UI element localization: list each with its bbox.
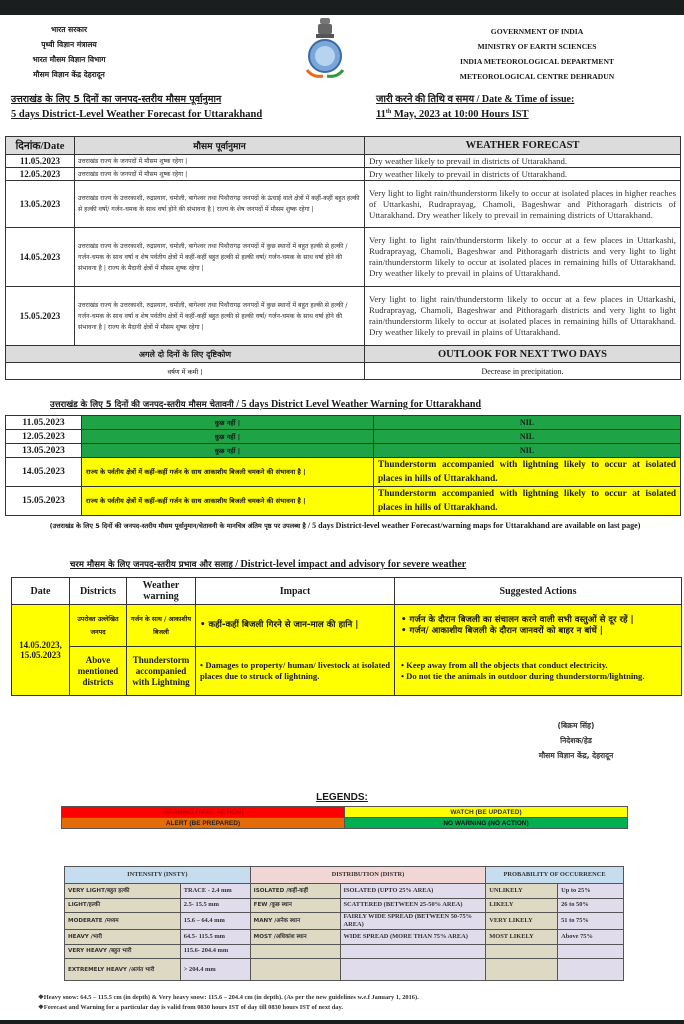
table-row	[6, 228, 681, 287]
impact-districts: Above mentioned districts	[70, 647, 127, 696]
header-line: भारत सरकार	[50, 25, 88, 34]
warning-row	[6, 458, 681, 487]
intensity-label: EXTREMELY HEAVY /अत्यंत भारी	[65, 959, 181, 981]
impact-title	[70, 559, 466, 570]
intensity-label: LIGHT/हल्की	[65, 898, 181, 913]
issue-rest: May, 2023 at 10:00 Hours IST	[391, 109, 529, 120]
warning-hindi: राज्य के पर्वतीय क्षेत्रों में कहीं-कहीं गर्जन के साथ आकाशीय बिजली चमकने की संभावना है |	[82, 487, 374, 516]
header-line: पृथ्वी विज्ञान मंत्रालय	[41, 40, 97, 49]
legend-table	[61, 806, 628, 829]
row-date: 12.05.2023	[6, 168, 75, 181]
row-date: 13.05.2023	[6, 181, 75, 228]
reference-row	[65, 913, 624, 930]
reference-row	[65, 930, 624, 945]
header-line: GOVERNMENT OF INDIA	[490, 27, 584, 36]
footnote: ❖Heavy snow: 64.5 – 115.5 cm (in depth) & Very heavy snow: 115.6 – 204.4 cm (in depth). (As per the new guidelines w.e.f January 1, 2016).	[38, 994, 419, 1001]
warning-date: 14.05.2023	[6, 458, 82, 487]
row-english: Very light to light rain/thunderstorm likely to occur at a few places in Uttarkashi, Rudraprayag, Chamoli, Bageshwar and Pithoragarh districts and very light to light rain/thunderstorm likely to occur at isolated places in remaining hills of Uttarakhand. Dry weather likely to prevail in plains of Uttarakhand.	[365, 287, 681, 346]
action-text: गर्जन के दौरान बिजली का संचालन करने वाली सभी वस्तुओं से दूर रहें |	[409, 614, 634, 625]
probability-label: LIKELY	[486, 898, 558, 913]
outlook-hindi: वर्षण में कमी |	[6, 363, 365, 380]
header-date: दिनांक/Date	[6, 137, 75, 155]
table-row	[6, 155, 681, 168]
signatory-designation: निदेशक/हेड	[560, 736, 592, 745]
header-date: Date	[12, 578, 70, 605]
action-item: • Do not tie the animals in outdoor during thunderstorm/lightning.	[401, 671, 645, 681]
distribution-desc	[340, 944, 486, 959]
legend-no-warning: NO WARNING (NO ACTION)	[345, 818, 628, 829]
intensity-label: MODERATE /मध्यम	[65, 913, 181, 930]
impact-actions	[395, 605, 682, 647]
probability-range: Up to 25%	[558, 884, 624, 899]
intensity-header: INTENSITY (INSTY)	[65, 867, 251, 884]
top-bar	[0, 0, 684, 15]
legend-watch: WATCH (BE UPDATED)	[345, 807, 628, 818]
row-english: Very light to light rain/thunderstorm likely to occur at a few places in Uttarkashi, Rudraprayag, Chamoli, Bageshwar and Pithoragarh districts and very light to light rain/thunderstorm likely to occur at isolated places in remaining hills of Uttarakhand. Dry weather likely to prevail in plains of Uttarakhand.	[365, 228, 681, 287]
outlook-header-english: OUTLOOK FOR NEXT TWO DAYS	[365, 346, 681, 363]
intensity-label: VERY HEAVY /बहुत भारी	[65, 944, 181, 959]
intensity-label: HEAVY /भारी	[65, 930, 181, 945]
header-impact: Impact	[196, 578, 395, 605]
probability-range	[558, 959, 624, 981]
probability-label	[486, 944, 558, 959]
row-hindi: उत्तराखंड राज्य के उत्तरकाशी, रुद्रप्रयाग, चमोली, बागेश्वर तथा पिथौरागढ़ जनपदों के ऊंचाई वाले क्षेत्रों में कहीं-कहीं बहुत हल्की से हल्की वर्षा/ गर्जन-चमक के साथ वर्षा होने की संभावना है | राज्य के शेष जनपदों में मौसम शुष्क रहेगा |	[75, 181, 365, 228]
impact-row-english	[12, 647, 682, 696]
reference-row	[65, 944, 624, 959]
header-line: मौसम विज्ञान केंद्र देहरादून	[33, 70, 105, 79]
warning-date: 11.05.2023	[6, 416, 82, 430]
warning-english: Thunderstorm accompanied with lightning likely to occur at isolated places in hills of Uttarakhand.	[374, 487, 681, 516]
signatory-office: मौसम विज्ञान केंद्र, देहरादून	[538, 751, 614, 760]
header-line: METEOROLOGICAL CENTRE DEHRADUN	[459, 72, 615, 81]
row-date: 11.05.2023	[6, 155, 75, 168]
warning-date: 15.05.2023	[6, 487, 82, 516]
warning-row	[6, 416, 681, 430]
maps-note	[20, 519, 670, 533]
impact-row-hindi	[12, 605, 682, 647]
distribution-header: DISTRIBUTION (DISTR)	[250, 867, 486, 884]
impact-text: • Damages to property/ human/ livestock at isolated places due to struck of lightning.	[196, 647, 395, 696]
action-text: गर्जन/ आकाशीय बिजली के दौरान जानवरों को बाहर न बांधें |	[409, 625, 603, 636]
table-row	[6, 181, 681, 228]
action-item: • Keep away from all the objects that conduct electricity.	[401, 660, 608, 670]
warning-title-english: / 5 days District Level Weather Warning for Uttarakhand	[233, 399, 482, 410]
intensity-range: 15.6 – 64.4 mm	[180, 913, 250, 930]
distribution-label: FEW /कुछ स्थान	[250, 898, 340, 913]
intensity-range: 115.6- 204.4 mm	[180, 944, 250, 959]
reference-header-row	[65, 867, 624, 884]
row-hindi: उत्तराखंड राज्य के उत्तरकाशी, रुद्रप्रयाग, चमोली, बागेश्वर तथा पिथौरागढ़ जनपदों में कुछ स्थानों में बहुत हल्की से हल्की / गर्जन-चमक के साथ वर्षा व शेष पर्वतीय क्षेत्रों में कहीं-कहीं बहुत हल्की से हल्की वर्षा/ गर्जन-चमक के साथ वर्षा होने की संभावना है | राज्य के मैदानी क्षेत्रों में मौसम शुष्क रहेगा |	[75, 287, 365, 346]
impact-warning: Thunderstorm accompanied with Lightning	[127, 647, 196, 696]
impact-title-hindi: चरम मौसम के लिए जनपद-स्तरीय प्रभाव और सलाह	[70, 560, 233, 570]
warning-date: 12.05.2023	[6, 430, 82, 444]
footnote: ❖Forecast and Warning for a particular day is valid from 0830 hours IST of day till 0830 hours IST of next day.	[38, 1003, 343, 1011]
outlook-header-row	[6, 346, 681, 363]
table-row	[6, 168, 681, 181]
warning-english: NIL	[374, 416, 681, 430]
distribution-desc	[340, 959, 486, 981]
header-districts: Districts	[70, 578, 127, 605]
title-hindi: उत्तराखंड के लिए 5 दिनों का जनपद-स्तरीय मौसम पूर्वानुमान	[11, 94, 222, 105]
distribution-label: ISOLATED /कहीं-कहीं	[250, 884, 340, 899]
header-suggested-actions: Suggested Actions	[395, 578, 682, 605]
intensity-range: 64.5- 115.5 mm	[180, 930, 250, 945]
impact-warning: गर्जन के साथ / आकाशीय बिजली	[127, 605, 196, 647]
reference-table	[64, 866, 624, 981]
bottom-bar	[0, 1020, 684, 1024]
signatory-name: (बिक्रम सिंह)	[557, 721, 595, 730]
row-date: 14.05.2023	[6, 228, 75, 287]
maps-note-hindi: (उत्तराखंड के लिए 5 दिनों की जनपद-स्तरीय मौसम पूर्वानुमान/चेतावनी के मानचित्र अंतिम पृष्ठ पर उपलब्ध है	[49, 522, 306, 530]
header-line: MINISTRY OF EARTH SCIENCES	[477, 42, 597, 51]
reference-row	[65, 884, 624, 899]
distribution-label	[250, 959, 340, 981]
warning-english: NIL	[374, 430, 681, 444]
title-english: 5 days District-Level Weather Forecast for Uttarakhand	[11, 109, 263, 120]
issue-day: 11	[376, 109, 386, 120]
issue-date	[376, 92, 574, 122]
issue-datetime	[376, 107, 574, 122]
warning-hindi: कुछ नहीं |	[82, 444, 374, 458]
action-item: • गर्जन/ आकाशीय बिजली के दौरान जानवरों को बाहर न बांधें |	[401, 625, 603, 636]
row-english: Dry weather likely to prevail in districts of Uttarakhand.	[365, 155, 681, 168]
reference-row	[65, 898, 624, 913]
reference-row	[65, 959, 624, 981]
warning-title	[50, 399, 481, 410]
impact-date: 14.05.2023, 15.05.2023	[12, 605, 70, 696]
intensity-range: > 204.4 mm	[180, 959, 250, 981]
forecast-title	[11, 92, 262, 122]
maps-note-english: / 5 days District-level weather Forecast/warning maps for Uttarakhand are available on last page)	[305, 521, 641, 530]
legends-title: LEGENDS:	[316, 792, 368, 803]
imd-emblem-icon	[303, 16, 347, 84]
warning-english: NIL	[374, 444, 681, 458]
row-english: Dry weather likely to prevail in districts of Uttarakhand.	[365, 168, 681, 181]
probability-label: VERY LIKELY	[486, 913, 558, 930]
header-weather-forecast: WEATHER FORECAST	[365, 137, 681, 155]
header-hindi-forecast: मौसम पूर्वानुमान	[75, 137, 365, 155]
signature-block	[520, 718, 632, 763]
header-english	[452, 24, 622, 84]
impact-title-english: / District-level impact and advisory for severe weather	[232, 559, 467, 570]
probability-label: MOST LIKELY	[486, 930, 558, 945]
warning-title-hindi: उत्तराखंड के लिए 5 दिनों की जनपद-स्तरीय मौसम चेतावनी	[50, 400, 234, 410]
impact-actions	[395, 647, 682, 696]
table-row	[6, 287, 681, 346]
probability-label: UNLIKELY	[486, 884, 558, 899]
table-header-row	[6, 137, 681, 155]
warning-date: 13.05.2023	[6, 444, 82, 458]
action-item: • गर्जन के दौरान बिजली का संचालन करने वाली सभी वस्तुओं से दूर रहें |	[401, 614, 634, 625]
impact-header-row	[12, 578, 682, 605]
footnotes	[38, 993, 419, 1012]
impact-districts: उपरोक्त उल्लेखित जनपद	[70, 605, 127, 647]
legend-alert: ALERT (BE PREPARED)	[62, 818, 345, 829]
warning-english: Thunderstorm accompanied with lightning likely to occur at isolated places in hills of Uttarakhand.	[374, 458, 681, 487]
header-hindi	[14, 22, 124, 82]
header-line: भारत मौसम विज्ञान विभाग	[32, 55, 106, 64]
header-weather-warning: Weather warning	[127, 578, 196, 605]
forecast-table	[5, 136, 681, 380]
issue-day-suffix: th	[385, 109, 392, 115]
header-line: INDIA METEOROLOGICAL DEPARTMENT	[459, 57, 615, 66]
legend-warning: WARNING (TAKE ACTION)	[62, 807, 345, 818]
row-hindi: उत्तराखंड राज्य के जनपदों में मौसम शुष्क रहेगा |	[75, 168, 365, 181]
row-hindi: उत्तराखंड राज्य के जनपदों में मौसम शुष्क रहेगा |	[75, 155, 365, 168]
outlook-row	[6, 363, 681, 380]
warning-hindi: कुछ नहीं |	[82, 416, 374, 430]
row-english: Very light to light rain/thunderstorm likely to occur at isolated places in higher reaches of Uttarkashi, Rudraprayag, Chamoli, Bageshwar and Pithoragarh districts of Uttarakhand. Dry weather likely to prevail in remaining districts of Uttarakhand.	[365, 181, 681, 228]
probability-label	[486, 959, 558, 981]
outlook-english: Decrease in precipitation.	[365, 363, 681, 380]
intensity-label: VERY LIGHT/बहुत हल्की	[65, 884, 181, 899]
distribution-desc: SCATTERED (BETWEEN 25-50% AREA)	[340, 898, 486, 913]
intensity-range: TRACE - 2.4 mm	[180, 884, 250, 899]
impact-table	[11, 577, 682, 696]
warning-row	[6, 444, 681, 458]
distribution-desc: FAIRLY WIDE SPREAD (BETWEEN 50-75% AREA)	[340, 913, 486, 930]
probability-header: PROBABILITY OF OCCURRENCE	[486, 867, 624, 884]
probability-range: Above 75%	[558, 930, 624, 945]
warning-hindi: कुछ नहीं |	[82, 430, 374, 444]
distribution-desc: WIDE SPREAD (MORE THAN 75% AREA)	[340, 930, 486, 945]
probability-range	[558, 944, 624, 959]
row-date: 15.05.2023	[6, 287, 75, 346]
distribution-desc: ISOLATED (UPTO 25% AREA)	[340, 884, 486, 899]
issue-label: जारी करने की तिथि व समय / Date & Time of issue:	[376, 94, 575, 105]
intensity-range: 2.5- 15.5 mm	[180, 898, 250, 913]
legend-row	[62, 807, 628, 818]
legend-row	[62, 818, 628, 829]
probability-range: 26 to 50%	[558, 898, 624, 913]
warning-hindi: राज्य के पर्वतीय क्षेत्रों में कहीं-कहीं गर्जन के साथ आकाशीय बिजली चमकने की संभावना है |	[82, 458, 374, 487]
warning-table	[5, 415, 681, 516]
distribution-label: MOST /अधिकांश स्थान	[250, 930, 340, 945]
row-hindi: उत्तराखंड राज्य के उत्तरकाशी, रुद्रप्रयाग, चमोली, बागेश्वर तथा पिथौरागढ़ जनपदों में कुछ स्थानों में बहुत हल्की से हल्की / गर्जन-चमक के साथ वर्षा व शेष पर्वतीय क्षेत्रों में कहीं-कहीं बहुत हल्की से हल्की वर्षा/ गर्जन-चमक के साथ वर्षा होने की संभावना है | राज्य के मैदानी क्षेत्रों में मौसम शुष्क रहेगा |	[75, 228, 365, 287]
warning-row	[6, 430, 681, 444]
outlook-header-hindi: अगले दो दिनों के लिए दृष्टिकोण	[6, 346, 365, 363]
probability-range: 51 to 75%	[558, 913, 624, 930]
impact-text: • कहीं-कहीं बिजली गिरने से जान-माल की हानि |	[196, 605, 395, 647]
warning-row	[6, 487, 681, 516]
distribution-label	[250, 944, 340, 959]
distribution-label: MANY /अनेक स्थान	[250, 913, 340, 930]
